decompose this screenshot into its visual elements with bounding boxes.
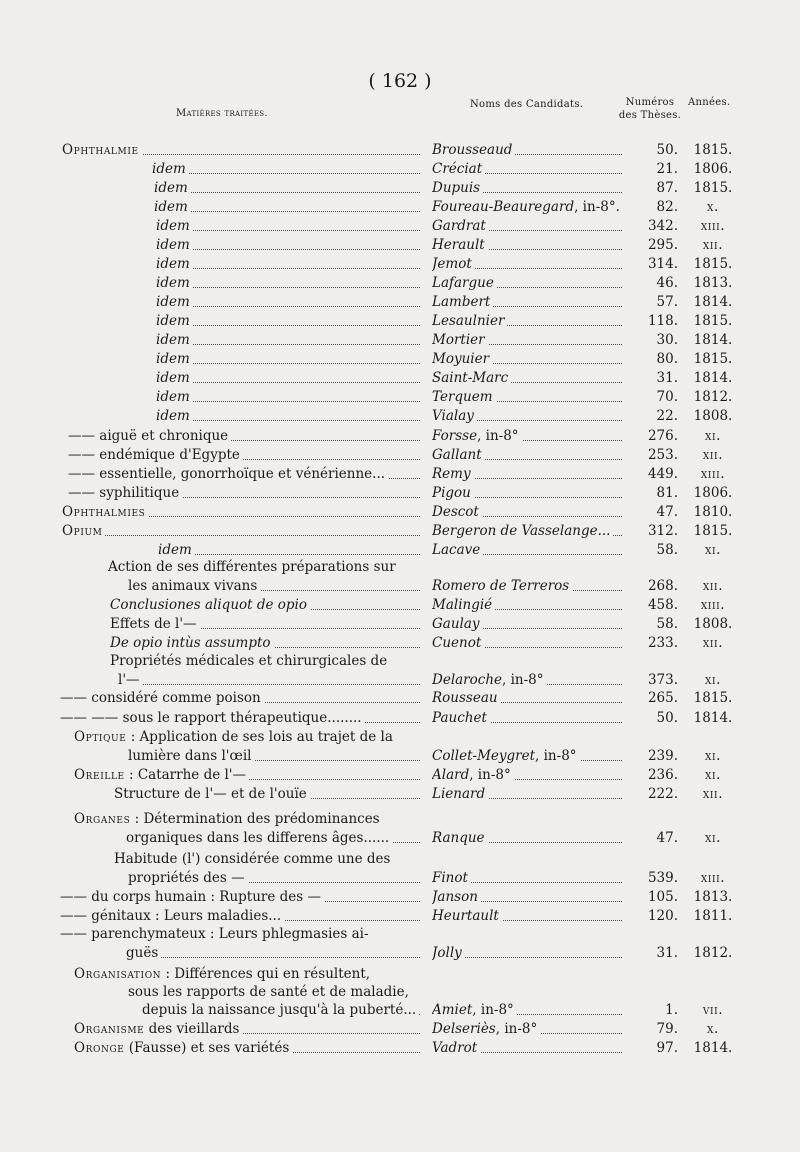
table-row [0,672,800,690]
table-row [0,597,800,615]
entry-year: xiii. [700,870,726,886]
candidate-name: Jolly [432,945,462,961]
table-row [0,256,800,274]
entry-candidate [432,523,628,541]
entry-year: 1808. [693,616,733,632]
entry-candidate [432,332,628,350]
entry-thesis-number: 50. [656,142,678,158]
entry-thesis-number: 276. [647,428,678,444]
candidate-name: Pigou [432,485,471,501]
entry-candidate [432,945,628,963]
entry-thesis-number: 239. [647,748,678,764]
entry-candidate [432,908,628,926]
table-row [0,542,800,560]
entry-year: xii. [702,447,724,463]
candidate-name: Forsse [432,428,478,444]
candidate-name: Lacave [432,542,481,558]
entry-subject: —— endémique d'Egypte [68,447,426,465]
entry-candidate [432,275,628,293]
entry-thesis-number: 295. [647,237,678,253]
table-row [0,1021,800,1039]
entry-thesis-number: 342. [647,218,678,234]
table-row [0,523,800,541]
entry-subject: propriétés des — [128,870,426,888]
entry-thesis-number: 87. [656,180,678,196]
entry-thesis-number: 458. [647,597,678,613]
table-row [0,870,800,888]
entry-year: 1811. [693,908,733,924]
entry-candidate [432,616,628,634]
entry-candidate [432,237,628,255]
entry-thesis-number: 539. [647,870,678,886]
entry-thesis-number: 118. [647,313,678,329]
entry-thesis-number: 222. [647,786,678,802]
entry-thesis-number: 253. [647,447,678,463]
entry-candidate [432,180,628,198]
table-row [0,351,800,369]
entry-thesis-number: 79. [656,1021,678,1037]
entry-year: vii. [702,1002,724,1018]
entry-year: 1814. [693,294,733,310]
entry-candidate [432,428,628,446]
entry-year: xi. [704,748,722,764]
candidate-name: Romero de Terreros [432,578,570,594]
entry-subject: idem [156,313,426,331]
entry-year: 1814. [693,1040,733,1056]
entry-year: 1815. [693,313,733,329]
entry-year: 1810. [693,504,733,520]
entry-year: xi. [704,672,722,688]
entry-subject: Oronge (Fausse) et ses variétés [74,1040,426,1058]
candidate-name: Ranque [432,830,485,846]
entry-year: 1814. [693,370,733,386]
entry-thesis-number: 50. [656,710,678,726]
table-row [0,332,800,350]
entry-candidate [432,161,628,179]
header-candidates: Noms des Candidats. [470,99,584,110]
entry-subject: depuis la naissance jusqu'à la puberté... [142,1002,426,1020]
entry-subject: l'— [118,672,426,690]
entry-subject: idem [156,408,426,426]
entry-candidate [432,504,628,522]
table-row [0,218,800,236]
entry-subject: idem [156,370,426,388]
entry-year: xii. [702,786,724,802]
entry-subject: idem [156,294,426,312]
entry-year: 1813. [693,275,733,291]
entry-subject: De opio intùs assumpto [110,635,426,653]
candidate-name: Herault [432,237,485,253]
entry-year: xii. [702,237,724,253]
table-row [0,408,800,426]
entry-year: xii. [702,578,724,594]
candidate-name: Terquem [432,389,493,405]
entry-subject-continuation: Habitude (l') considérée comme une des [114,851,391,867]
candidate-name: Dupuis [432,180,481,196]
entry-year: xiii. [700,597,726,613]
entry-year: 1815. [693,256,733,272]
entry-subject: lumière dans l'œil [128,748,426,766]
entry-thesis-number: 31. [656,370,678,386]
entry-thesis-number: 373. [647,672,678,688]
entry-year: xi. [704,428,722,444]
entry-thesis-number: 120. [647,908,678,924]
entry-thesis-number: 58. [656,616,678,632]
candidate-name: Mortier [432,332,485,348]
entry-subject-continuation: —— parenchymateux : Leurs phlegmasies ai- [60,926,369,942]
table-row [0,578,800,596]
entry-thesis-number: 1. [665,1002,678,1018]
header-numbers-line2: des Thèses. [618,110,682,121]
candidate-name: Gardrat [432,218,486,234]
entry-year: xi. [704,830,722,846]
candidate-format: , in-8° [469,767,511,783]
entry-year: 1815. [693,523,733,539]
table-row [0,447,800,465]
entry-subject: guës [126,945,426,963]
entry-subject-continuation: Propriétés médicales et chirurgicales de [110,653,388,669]
entry-subject: les animaux vivans [128,578,426,596]
table-row [0,313,800,331]
entry-thesis-number: 265. [647,690,678,706]
entry-subject: idem [156,256,426,274]
candidate-name: Saint-Marc [432,370,509,386]
entry-year: 1815. [693,142,733,158]
entry-subject: idem [154,180,426,198]
entry-thesis-number: 268. [647,578,678,594]
candidate-name: Lienard [432,786,486,802]
table-row [0,485,800,503]
entry-candidate [432,767,628,785]
header-numbers [618,96,682,122]
table-row [0,199,800,217]
entry-candidate [432,313,628,331]
candidate-name: Brousseaud [432,142,513,158]
entry-subject-continuation: Organisation : Différences qui en résultent, [74,966,371,982]
entry-subject: —— considéré comme poison [60,690,426,708]
table-row [0,616,800,634]
entry-thesis-number: 58. [656,542,678,558]
entry-candidate [432,218,628,236]
candidate-name: Lambert [432,294,491,310]
entry-subject: Opium [62,523,426,541]
entry-thesis-number: 97. [656,1040,678,1056]
entry-thesis-number: 70. [656,389,678,405]
candidate-format: , in-8°. [574,199,620,215]
table-row [0,889,800,907]
entry-year: xiii. [700,218,726,234]
entry-subject: idem [152,161,426,179]
candidate-name: Jemot [432,256,472,272]
entry-thesis-number: 82. [656,199,678,215]
candidate-name: Alard [432,767,470,783]
entry-year: 1812. [693,389,733,405]
entry-year: 1806. [693,161,733,177]
entry-year: xiii. [700,466,726,482]
entry-thesis-number: 46. [656,275,678,291]
table-row [0,690,800,708]
candidate-format: , in-8° [495,1021,538,1037]
candidate-name: Vadrot [432,1040,478,1056]
candidate-name: Delaroche [432,672,503,688]
entry-candidate [432,199,628,217]
entry-subject: idem [156,332,426,350]
entry-year: x. [707,199,719,215]
entry-subject: idem [158,542,426,560]
entry-subject: —— génitaux : Leurs maladies... [60,908,426,926]
entry-year: 1814. [693,710,733,726]
table-row [0,748,800,766]
entry-candidate [432,889,628,907]
entry-year: 1806. [693,485,733,501]
entry-subject: Conclusiones aliquot de opio [110,597,426,615]
header-years: Années. [688,97,731,108]
entry-subject-continuation: Optique : Application de ses lois au trajet de la [74,729,393,745]
table-row [0,786,800,804]
entry-subject: idem [156,237,426,255]
candidate-format: , in-8° [477,428,519,444]
entry-year: xi. [704,542,722,558]
entry-subject-continuation: sous les rapports de santé et de maladie, [128,984,409,1000]
table-row [0,294,800,312]
entry-subject: —— syphilitique [68,485,426,503]
entry-subject: Organisme des vieillards [74,1021,426,1039]
candidate-name: Janson [432,889,478,905]
table-row [0,1002,800,1020]
candidate-name: Pauchet [432,710,487,726]
entry-candidate [432,351,628,369]
candidate-name: Gallant [432,447,482,463]
table-row [0,237,800,255]
entry-candidate [432,370,628,388]
entry-candidate [432,830,628,848]
entry-subject-continuation: Organes : Détermination des prédominances [74,811,380,827]
entry-thesis-number: 47. [656,504,678,520]
entry-subject: —— du corps humain : Rupture des — [60,889,426,907]
candidate-name: Foureau-Beauregard [432,199,575,215]
entry-thesis-number: 449. [647,466,678,482]
entry-thesis-number: 81. [656,485,678,501]
entry-thesis-number: 30. [656,332,678,348]
table-row [0,370,800,388]
table-row [0,161,800,179]
entry-thesis-number: 105. [647,889,678,905]
candidate-name: Amiet [432,1002,473,1018]
table-row [0,389,800,407]
entry-thesis-number: 312. [647,523,678,539]
candidate-name: Collet-Meygret [432,748,536,764]
entry-subject: idem [156,275,426,293]
entry-subject: Ophthalmies [62,504,426,522]
entry-subject: idem [156,389,426,407]
candidate-name: Moyuier [432,351,490,367]
entry-year: xii. [702,635,724,651]
table-row [0,1040,800,1058]
entry-year: xi. [704,767,722,783]
candidate-name: Rousseau [432,690,498,706]
entry-candidate [432,466,628,484]
entry-thesis-number: 236. [647,767,678,783]
entry-candidate [432,1040,628,1058]
table-row [0,180,800,198]
entry-candidate [432,1002,628,1020]
entry-candidate [432,870,628,888]
entry-candidate [432,690,628,708]
entry-candidate [432,1021,628,1039]
candidate-name: Heurtault [432,908,499,924]
table-row [0,142,800,160]
entry-thesis-number: 57. [656,294,678,310]
candidate-name: Créciat [432,161,483,177]
table-row [0,428,800,446]
entry-year: 1813. [693,889,733,905]
entry-year: 1808. [693,408,733,424]
page-number: ( 162 ) [368,70,432,92]
entry-year: x. [707,1021,719,1037]
entry-thesis-number: 31. [656,945,678,961]
entry-candidate [432,408,628,426]
candidate-format: , in-8° [502,672,544,688]
table-row [0,635,800,653]
entry-candidate [432,635,628,653]
entry-candidate [432,256,628,274]
candidate-name: Malingié [432,597,493,613]
entry-candidate [432,786,628,804]
entry-candidate [432,447,628,465]
entry-subject: organiques dans les differens âges...... [126,830,426,848]
entry-candidate [432,294,628,312]
entry-candidate [432,672,628,690]
candidate-name: Lesaulnier [432,313,505,329]
entry-year: 1815. [693,180,733,196]
entry-subject-continuation: Action de ses différentes préparations sur [108,559,396,575]
entry-subject: —— essentielle, gonorrhoïque et vénérienne... [68,466,426,484]
entry-candidate [432,542,628,560]
entry-candidate [432,748,628,766]
entry-subject: —— —— sous le rapport thérapeutique........ [60,710,426,728]
table-row [0,830,800,848]
table-row [0,767,800,785]
entry-candidate [432,578,628,596]
candidate-name: Cuenot [432,635,482,651]
entry-thesis-number: 47. [656,830,678,846]
entry-thesis-number: 80. [656,351,678,367]
candidate-name: Lafargue [432,275,494,291]
table-row [0,945,800,963]
candidate-name: Bergeron de Vasselange... [432,523,611,539]
entry-thesis-number: 21. [656,161,678,177]
table-row [0,275,800,293]
table-row [0,710,800,728]
entry-candidate [432,142,628,160]
entry-year: 1815. [693,690,733,706]
candidate-format: , in-8° [535,748,577,764]
entry-thesis-number: 233. [647,635,678,651]
table-row [0,908,800,926]
candidate-name: Gaulay [432,616,480,632]
entry-year: 1812. [693,945,733,961]
candidate-name: Remy [432,466,471,482]
candidate-name: Finot [432,870,468,886]
header-subjects: Matières traitées. [176,108,268,119]
entry-subject: idem [156,351,426,369]
candidate-name: Delseriès [432,1021,496,1037]
entry-thesis-number: 22. [656,408,678,424]
entry-subject: Effets de l'— [110,616,426,634]
entry-subject: Oreille : Catarrhe de l'— [74,767,426,785]
entry-year: 1814. [693,332,733,348]
entry-candidate [432,597,628,615]
entry-candidate [432,389,628,407]
entry-year: 1815. [693,351,733,367]
candidate-name: Descot [432,504,479,520]
entry-candidate [432,485,628,503]
entry-subject: idem [154,199,426,217]
candidate-name: Vialay [432,408,474,424]
entry-subject: idem [156,218,426,236]
entry-subject: Structure de l'— et de l'ouïe [114,786,426,804]
entry-candidate [432,710,628,728]
entry-subject: —— aiguë et chronique [68,428,426,446]
table-row [0,504,800,522]
entry-thesis-number: 314. [647,256,678,272]
table-row [0,466,800,484]
header-numbers-line1: Numéros [625,97,675,108]
candidate-format: , in-8° [472,1002,514,1018]
entry-subject: Ophthalmie [62,142,426,160]
